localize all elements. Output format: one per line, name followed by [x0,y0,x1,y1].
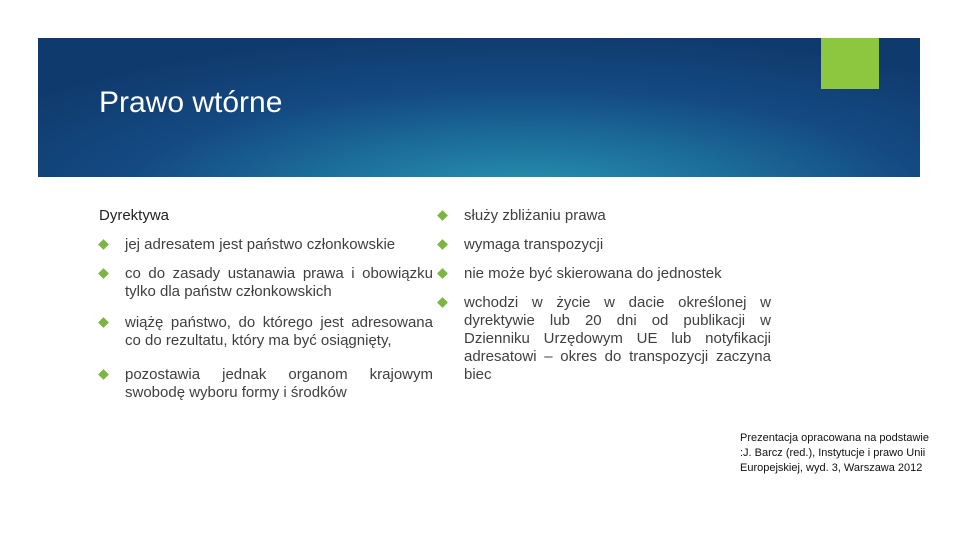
list-item [99,314,433,350]
slide-title: Prawo wtórne [99,86,283,119]
list-item-text: służy zbliżaniu prawa [464,207,606,224]
list-item [99,265,433,301]
list-item-text: wchodzi w życie w dacie określonej w dyrektywie lub 20 dni od publikacji w Dzienniku Urzędowym UE lub notyfikacji adresatowi – okres do transpozycji zaczyna biec [464,294,771,383]
right-bullet-list [438,207,771,395]
diamond-bullet-icon [437,268,448,279]
list-item-text: pozostawia jednak organom krajowym swobodę wyboru formy i środków [125,366,433,401]
list-item [99,366,433,402]
list-item-text: co do zasady ustanawia prawa i obowiązku tylko dla państw członkowskich [125,265,433,300]
diamond-bullet-icon [98,239,109,250]
list-item [438,236,771,254]
list-item-text: wymaga transpozycji [464,236,604,253]
left-heading: Dyrektywa [99,207,170,224]
diamond-bullet-icon [98,369,109,380]
source-footnote: Prezentacja opracowana na podstawie :J. Barcz (red.), Instytucje i prawo Unii Europejskiej, wyd. 3, Warszawa 2012 [740,432,929,474]
diamond-bullet-icon [437,297,448,308]
accent-block [821,38,879,89]
list-item-text: nie może być skierowana do jednostek [464,265,722,282]
list-item [438,265,771,283]
diamond-bullet-icon [98,317,109,328]
diamond-bullet-icon [437,210,448,221]
list-item-text: jej adresatem jest państwo członkowskie [125,236,396,253]
list-item [438,207,771,225]
left-bullet-list [99,236,433,402]
list-item [438,294,771,384]
diamond-bullet-icon [98,268,109,279]
list-item [99,236,433,254]
list-item-text: wiążę państwo, do którego jest adresowana co do rezultatu, który ma być osiągnięty, [125,314,433,349]
diamond-bullet-icon [437,239,448,250]
